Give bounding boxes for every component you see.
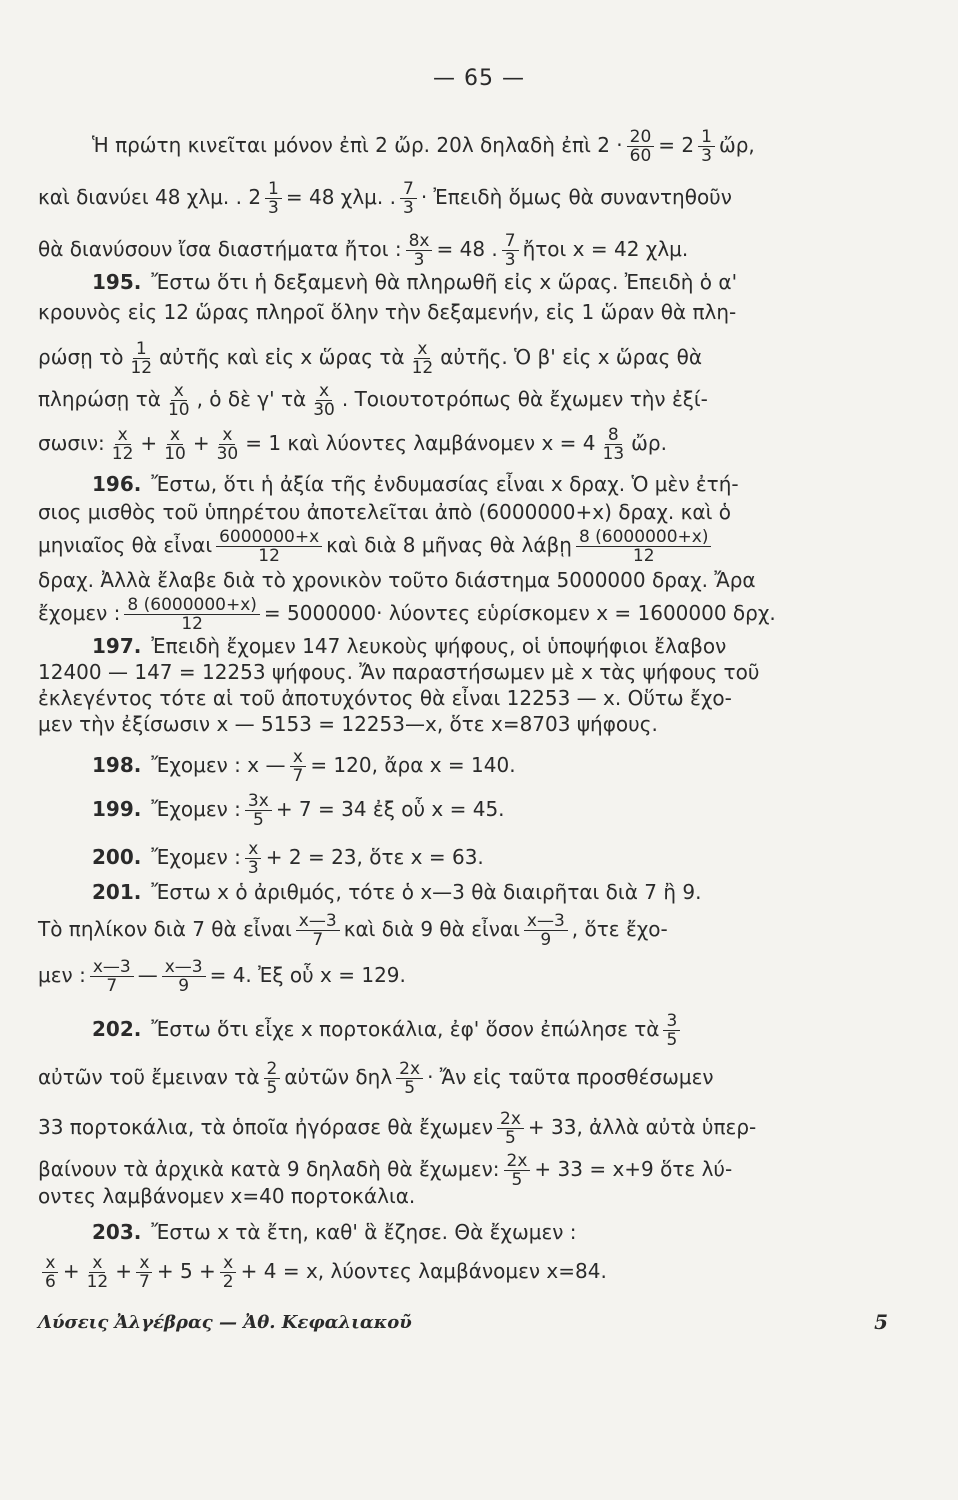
footer-book-title: Λύσεις Ἀλγέβρας — Ἀθ. Κεφαλιακοῦ xyxy=(38,1312,412,1333)
fraction xyxy=(264,1060,281,1097)
problem-number: 202. xyxy=(92,1017,142,1041)
problem-199-line xyxy=(92,792,505,829)
text-segment: 33 πορτοκάλια, τὰ ὁποῖα ἠγόρασε θὰ ἔχωμεν xyxy=(38,1115,493,1139)
denominator: 3 xyxy=(413,250,425,270)
denominator: 12 xyxy=(411,358,434,378)
problem-195-line xyxy=(38,382,708,419)
problem-202-line xyxy=(92,1012,684,1049)
fraction xyxy=(296,912,340,949)
text-segment: Ἔστω x τὰ ἔτη, καθ' ἃ ἔζησε. Θὰ ἔχωμεν : xyxy=(151,1220,577,1244)
numerator: 1 xyxy=(265,180,282,199)
denominator: 5 xyxy=(505,1128,516,1148)
problem-202-line xyxy=(38,1060,714,1097)
problem-number: 198. xyxy=(92,753,142,777)
text-segment: Ἐπειδὴ ἔχομεν 147 λευκοὺς ψήφους, οἱ ὑποψήφιοι ἔλαβον xyxy=(151,634,727,658)
text-segment: καὶ διὰ 8 μῆνας θὰ λάβῃ xyxy=(326,533,572,557)
denominator: 3 xyxy=(701,146,712,166)
numerator: x xyxy=(414,340,430,359)
numerator: x—3 xyxy=(90,958,134,977)
denominator: 3 xyxy=(247,858,259,878)
fraction xyxy=(409,340,437,377)
fraction xyxy=(400,180,417,217)
problem-201-line xyxy=(38,912,668,949)
denominator: 3 xyxy=(504,250,516,270)
problem-number: 197. xyxy=(92,634,142,658)
denominator: 12 xyxy=(181,614,203,634)
text-segment: = 120, ἄρα x = 140. xyxy=(310,753,516,777)
fraction xyxy=(136,1254,153,1291)
problem-number: 200. xyxy=(92,845,142,869)
denominator: 9 xyxy=(178,976,190,996)
problem-196-line xyxy=(38,596,776,633)
numerator: 6000000+x xyxy=(216,528,322,547)
numerator: 2x xyxy=(396,1060,423,1079)
text-segment: + xyxy=(140,431,158,455)
fraction xyxy=(600,426,628,463)
text-segment: = 48 χλμ. . xyxy=(285,185,396,209)
numerator: x xyxy=(89,1254,105,1273)
numerator: 7 xyxy=(502,232,519,251)
text-segment: = 5000000· λύοντες εὑρίσκομεν x = 1600000 δρχ. xyxy=(263,601,776,625)
text-segment: , ὁ δὲ γ' τὰ xyxy=(196,387,307,411)
problem-196-line xyxy=(38,528,715,565)
numerator: x xyxy=(220,1254,236,1273)
numerator: 8x xyxy=(406,232,433,251)
numerator: 8 (6000000+x) xyxy=(576,528,712,547)
text-segment: σιος μισθὸς τοῦ ὑπηρέτου ἀποτελεῖται ἀπὸ (6000000+x) δραχ. καὶ ὁ xyxy=(38,500,731,524)
page-number: — 65 — xyxy=(433,66,525,91)
text-segment: , ὅτε ἔχο- xyxy=(571,917,668,941)
numerator: x—3 xyxy=(162,958,206,977)
text-segment: + xyxy=(192,431,210,455)
numerator: 3x xyxy=(245,792,272,811)
numerator: 3 xyxy=(663,1012,680,1031)
numerator: x—3 xyxy=(296,912,340,931)
numerator: 7 xyxy=(400,180,417,199)
numerator: 2x xyxy=(497,1110,524,1129)
numerator: x—3 xyxy=(524,912,568,931)
text-segment: Ἔστω ὅτι εἶχε x πορτοκάλια, ἐφ' ὅσον ἐπώλησε τὰ xyxy=(151,1017,660,1041)
text-segment: ὤρ, xyxy=(718,133,755,157)
footer-signature-mark: 5 xyxy=(874,1310,888,1334)
text-segment: καὶ διὰ 9 θὰ εἶναι xyxy=(343,917,520,941)
text-segment: μηνιαῖος θὰ εἶναι xyxy=(38,533,213,557)
text-segment: · Ἄν εἰς ταῦτα προσθέσωμεν xyxy=(427,1065,714,1089)
text-segment: Ἔχομεν : x — xyxy=(151,753,286,777)
problem-197-line xyxy=(38,686,732,710)
numerator: x xyxy=(219,426,235,445)
problem-197-line xyxy=(38,712,658,736)
fraction xyxy=(310,382,338,419)
denominator: 3 xyxy=(402,198,414,218)
fraction xyxy=(502,232,519,269)
text-segment: + 4 = x, λύοντες λαμβάνομεν x=84. xyxy=(240,1259,607,1283)
numerator: x xyxy=(167,426,183,445)
text-segment: = 4. Ἐξ οὗ x = 129. xyxy=(209,963,406,987)
text-segment: αὐτῆς. Ὁ β' εἰς x ὥρας θὰ xyxy=(440,345,703,369)
text-segment: μεν : xyxy=(38,963,86,987)
problem-202-line xyxy=(38,1110,756,1147)
fraction xyxy=(84,1254,112,1291)
fraction xyxy=(576,528,712,565)
text-segment: δραχ. Ἀλλὰ ἔλαβε διὰ τὸ χρονικὸν τοῦτο διάστημα 5000000 δραχ. Ἄρα xyxy=(38,568,756,592)
fraction xyxy=(161,426,189,463)
denominator: 7 xyxy=(312,930,324,950)
fraction xyxy=(265,180,282,217)
numerator: 2 xyxy=(264,1060,281,1079)
text-segment: βαίνουν τὰ ἀρχικὰ κατὰ 9 δηλαδὴ θὰ ἔχωμεν: xyxy=(38,1157,500,1181)
denominator: 7 xyxy=(106,976,118,996)
fraction xyxy=(497,1110,524,1147)
numerator: 1 xyxy=(698,128,715,147)
numerator: 20 xyxy=(627,128,655,147)
denominator: 6 xyxy=(45,1272,56,1292)
fraction xyxy=(245,840,262,877)
text-segment: + xyxy=(115,1259,132,1283)
problem-195-line xyxy=(38,340,702,377)
denominator: 9 xyxy=(540,930,552,950)
numerator: 2x xyxy=(504,1152,531,1171)
text-segment: + 7 = 34 ἐξ οὗ x = 45. xyxy=(275,797,505,821)
text-segment: θὰ διανύσουν ἴσα διαστήματα ἤτοι : xyxy=(38,237,402,261)
problem-195-line xyxy=(38,426,667,463)
numerator: 8 xyxy=(605,426,622,445)
text-segment: ἔχομεν : xyxy=(38,601,121,625)
problem-number: 201. xyxy=(92,880,142,904)
fraction xyxy=(90,958,134,995)
text-segment: = 1 καὶ λύοντες λαμβάνομεν x = 4 xyxy=(245,431,596,455)
text-segment: ἐκλεγέντος τότε αἱ τοῦ ἀποτυχόντος θὰ εἶναι 12253 — x. Οὕτω ἔχο- xyxy=(38,686,732,710)
text-segment: . Τοιουτοτρόπως θὰ ἔχωμεν τὴν ἐξί- xyxy=(341,387,708,411)
denominator: 30 xyxy=(216,444,239,464)
text-segment: + 2 = 23, ὅτε x = 63. xyxy=(265,845,484,869)
text-segment: ἤτοι x = 42 χλμ. xyxy=(522,237,689,261)
text-segment: Ἔστω ὅτι ἡ δεξαμενὴ θὰ πληρωθῆ εἰς x ὥρας. Ἐπειδὴ ὁ α' xyxy=(151,270,738,294)
text-segment: Ἔστω x ὁ ἀριθμός, τότε ὁ x—3 θὰ διαιρῆται διὰ 7 ἢ 9. xyxy=(151,880,702,904)
denominator: 12 xyxy=(258,546,280,566)
denominator: 60 xyxy=(629,146,652,166)
fraction xyxy=(396,1060,423,1097)
denominator: 7 xyxy=(292,766,304,786)
problem-number: 195. xyxy=(92,270,142,294)
problem-201-line xyxy=(38,958,406,995)
denominator: 13 xyxy=(602,444,625,464)
denominator: 5 xyxy=(252,810,264,830)
denominator: 30 xyxy=(313,400,335,420)
fraction xyxy=(220,1254,237,1291)
fraction xyxy=(289,748,306,785)
text-segment: + 33, ἀλλὰ αὐτὰ ὑπερ- xyxy=(527,1115,757,1139)
fraction xyxy=(663,1012,680,1049)
problem-203-line xyxy=(92,1220,577,1244)
numerator: x xyxy=(115,426,131,445)
problem-198-line xyxy=(92,748,516,785)
fraction xyxy=(165,382,193,419)
numerator: x xyxy=(245,840,261,859)
text-segment: καὶ διανύει 48 χλμ. . 2 xyxy=(38,185,262,209)
denominator: 12 xyxy=(111,444,134,464)
denominator: 10 xyxy=(167,400,190,420)
text-segment: ὤρ. xyxy=(631,431,667,455)
problem-196-line xyxy=(92,472,739,496)
text-segment: — xyxy=(137,963,158,987)
fraction xyxy=(504,1152,531,1189)
fraction xyxy=(42,1254,59,1291)
text-segment: αὐτῶν δηλ xyxy=(284,1065,393,1089)
numerator: x xyxy=(316,382,332,401)
denominator: 7 xyxy=(139,1272,150,1292)
problem-196-line xyxy=(38,500,731,524)
problem-202-line xyxy=(38,1184,415,1208)
fraction xyxy=(698,128,715,165)
problem-number: 196. xyxy=(92,472,142,496)
problem-201-line xyxy=(92,880,701,904)
problem-number: 199. xyxy=(92,797,142,821)
denominator: 2 xyxy=(222,1272,234,1292)
fraction xyxy=(524,912,568,949)
text-line xyxy=(38,180,732,217)
fraction xyxy=(162,958,206,995)
problem-195-line xyxy=(38,300,736,324)
text-line xyxy=(92,128,755,165)
fraction xyxy=(124,596,260,633)
denominator: 5 xyxy=(511,1170,523,1190)
text-segment: αὐτῶν τοῦ ἔμειναν τὰ xyxy=(38,1065,260,1089)
text-segment: = 2 xyxy=(658,133,695,157)
text-segment: πληρώσῃ τὰ xyxy=(38,387,161,411)
text-line xyxy=(38,232,688,269)
problem-number: 203. xyxy=(92,1220,142,1244)
denominator: 12 xyxy=(86,1272,109,1292)
fraction xyxy=(127,340,155,377)
fraction xyxy=(216,528,322,565)
denominator: 5 xyxy=(266,1078,278,1098)
text-segment: · Ἐπειδὴ ὅμως θὰ συναντηθοῦν xyxy=(420,185,732,209)
text-segment: Ἔστω, ὅτι ἡ ἀξία τῆς ἐνδυμασίας εἶναι x δραχ. Ὁ μὲν ἐτή- xyxy=(151,472,739,496)
numerator: x xyxy=(42,1254,58,1273)
text-segment: Ἔχομεν : xyxy=(151,797,241,821)
text-segment: + 33 = x+9 ὅτε λύ- xyxy=(534,1157,733,1181)
numerator: 1 xyxy=(133,340,150,359)
fraction xyxy=(214,426,242,463)
text-segment: = 48 . xyxy=(436,237,498,261)
text-segment: 12400 — 147 = 12253 ψήφους. Ἄν παραστήσωμεν μὲ x τὰς ψήφους τοῦ xyxy=(38,660,760,684)
text-segment: κρουνὸς εἰς 12 ὥρας πληροῖ ὅλην τὴν δεξαμενήν, εἰς 1 ὥραν θὰ πλη- xyxy=(38,300,737,324)
text-segment: Ἔχομεν : xyxy=(151,845,241,869)
text-segment: Τὸ πηλίκον διὰ 7 θὰ εἶναι xyxy=(38,917,292,941)
problem-203-line xyxy=(38,1254,607,1291)
problem-197-line xyxy=(92,634,726,658)
problem-196-line xyxy=(38,568,756,592)
text-segment: + 5 + xyxy=(156,1259,216,1283)
denominator: 3 xyxy=(268,198,279,218)
fraction xyxy=(406,232,433,269)
text-segment: μεν τὴν ἐξίσωσιν x — 5153 = 12253—x, ὅτε x=8703 ψήφους. xyxy=(38,712,658,736)
numerator: 8 (6000000+x) xyxy=(124,596,260,615)
numerator: x xyxy=(290,748,306,767)
text-segment: Ἡ πρώτη κινεῖται μόνον ἐπὶ 2 ὤρ. 20λ δηλαδὴ ἐπὶ 2 · xyxy=(92,133,623,157)
problem-200-line xyxy=(92,840,484,877)
denominator: 5 xyxy=(666,1030,678,1050)
denominator: 12 xyxy=(130,358,153,378)
numerator: x xyxy=(171,382,187,401)
fraction xyxy=(627,128,655,165)
text-segment: ρώσῃ τὸ xyxy=(38,345,124,369)
text-segment: + xyxy=(62,1259,80,1283)
fraction xyxy=(245,792,272,829)
text-segment: σωσιν: xyxy=(38,431,105,455)
text-segment: οντες λαμβάνομεν x=40 πορτοκάλια. xyxy=(38,1184,416,1208)
fraction xyxy=(109,426,137,463)
numerator: x xyxy=(136,1254,152,1273)
problem-197-line xyxy=(38,660,759,684)
denominator: 12 xyxy=(632,546,655,566)
denominator: 5 xyxy=(404,1078,416,1098)
text-segment: αὐτῆς καὶ εἰς x ὥρας τὰ xyxy=(159,345,405,369)
problem-195-line xyxy=(92,270,737,294)
denominator: 10 xyxy=(164,444,186,464)
